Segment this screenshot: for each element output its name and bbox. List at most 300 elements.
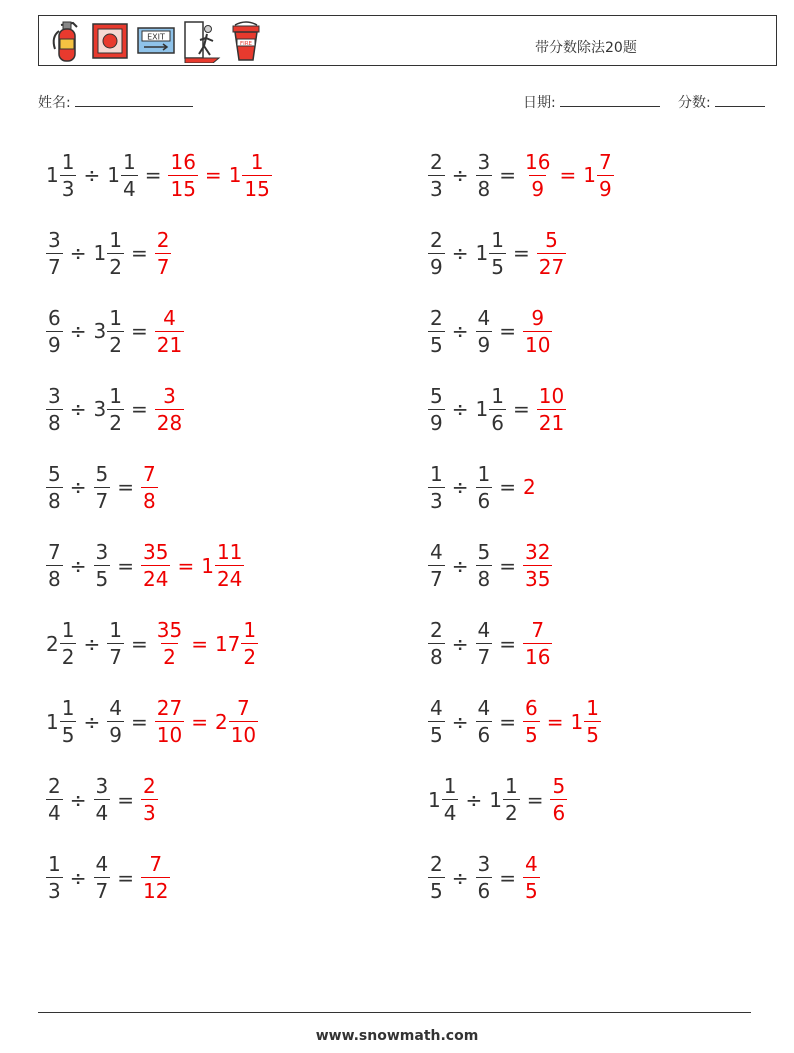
answer-fraction [155, 696, 184, 748]
denominator: 2 [61, 645, 75, 670]
numerator: 2 [430, 852, 443, 877]
whole-part: 1 [228, 163, 242, 187]
fraction-stack [476, 696, 493, 748]
equals-sign: = [499, 475, 516, 500]
numerator: 7 [149, 852, 163, 877]
name-blank [75, 92, 193, 107]
whole-part: 3 [93, 319, 107, 344]
fraction-stack [428, 696, 445, 748]
numerator: 1 [109, 305, 122, 330]
numerator: 16 [170, 149, 196, 174]
divide-sign: ÷ [83, 709, 101, 734]
fraction-stack [107, 618, 124, 670]
fraction [428, 852, 445, 904]
fraction-stack [46, 774, 63, 826]
fraction [476, 852, 493, 904]
fraction [94, 542, 111, 589]
denominator: 5 [430, 723, 443, 748]
fraction [46, 542, 63, 589]
divide-sign: ÷ [451, 397, 469, 422]
fraction-stack [141, 542, 170, 589]
mixed-number [489, 774, 519, 826]
equals-sign: = [499, 631, 516, 656]
numerator: 6 [48, 305, 61, 330]
problem-4 [428, 223, 566, 283]
problem-9 [46, 457, 158, 517]
denominator: 3 [430, 176, 443, 201]
fraction [476, 542, 493, 589]
denominator: 5 [491, 254, 504, 279]
divide-sign: ÷ [451, 475, 469, 500]
fraction-stack [46, 542, 63, 589]
denominator: 21 [156, 332, 183, 357]
equals-sign: = [499, 163, 516, 187]
whole-part: 2 [46, 631, 59, 656]
fraction [428, 618, 445, 670]
fraction-stack [523, 542, 552, 589]
fraction-stack [155, 696, 184, 748]
equals-sign: = [499, 553, 516, 578]
fraction-stack [155, 383, 184, 435]
denominator: 2 [163, 645, 176, 670]
problem-6 [428, 301, 552, 361]
equals-sign: = [130, 709, 148, 734]
numerator: 4 [477, 305, 491, 330]
numerator: 1 [477, 461, 491, 486]
worksheet-title: 带分数除法20题 [535, 40, 637, 56]
whole-part: 1 [475, 397, 489, 422]
answer-mixed-number [201, 542, 244, 589]
equals-sign: = [512, 397, 530, 422]
numerator: 4 [95, 852, 109, 877]
fraction-stack [476, 305, 493, 357]
fraction-stack [476, 618, 493, 670]
answer-fraction [550, 774, 567, 826]
problem-19 [46, 848, 170, 908]
answer-fraction [537, 383, 566, 435]
fraction-stack [428, 461, 445, 513]
fraction-stack [476, 542, 493, 589]
denominator: 10 [230, 723, 257, 748]
numerator: 1 [443, 774, 457, 799]
answer-fraction [523, 696, 540, 748]
fraction-stack [242, 149, 271, 201]
denominator: 5 [525, 723, 538, 748]
numerator: 7 [48, 540, 61, 564]
denominator: 6 [477, 488, 491, 513]
denominator: 8 [48, 567, 61, 591]
fraction-stack [141, 774, 158, 826]
denominator: 5 [430, 879, 443, 904]
fraction-stack [584, 696, 601, 748]
answer-fraction [523, 305, 552, 357]
fraction [46, 383, 63, 435]
fraction [428, 383, 445, 435]
divide-sign: ÷ [83, 163, 101, 187]
fraction-stack [94, 542, 111, 589]
denominator: 5 [586, 723, 599, 748]
divide-sign: ÷ [451, 319, 469, 344]
mixed-number [46, 618, 76, 670]
fraction [476, 618, 493, 670]
equals-sign: = [512, 241, 530, 266]
numerator: 5 [430, 383, 443, 408]
denominator: 9 [430, 254, 443, 279]
worksheet-header [38, 15, 777, 66]
whole-part: 17 [214, 631, 241, 656]
mixed-number [107, 149, 137, 201]
equals-sign: = [130, 397, 148, 422]
name-label: 姓名: [38, 95, 71, 111]
footer-url: www.snowmath.com [315, 1028, 479, 1044]
fraction-stack [537, 227, 566, 279]
fire-bucket-icon [227, 19, 265, 63]
denominator: 2 [504, 801, 518, 826]
problem-10 [428, 457, 536, 517]
numerator: 7 [531, 618, 545, 643]
numerator: 1 [61, 696, 75, 721]
denominator: 2 [109, 332, 122, 357]
numerator: 2 [430, 618, 443, 643]
score-label: 分数: [678, 95, 711, 111]
numerator: 2 [143, 774, 156, 799]
equals-sign: = [117, 787, 134, 812]
numerator: 4 [109, 696, 122, 721]
fraction-stack [60, 149, 77, 201]
answer-fraction [523, 149, 552, 201]
answer-fraction [537, 227, 566, 279]
emergency-exit-icon [183, 19, 221, 63]
denominator: 12 [143, 879, 169, 904]
fraction-stack [428, 305, 445, 357]
fraction [46, 774, 63, 826]
fraction-stack [428, 852, 445, 904]
fraction-stack [241, 618, 258, 670]
problem-12 [428, 536, 552, 596]
fraction [46, 227, 63, 279]
answer-mixed-number [570, 696, 601, 748]
numerator: 1 [48, 852, 61, 877]
numerator: 2 [430, 227, 443, 252]
numerator: 1 [586, 696, 599, 721]
numerator: 4 [163, 305, 176, 330]
answer-equals-sign: = [191, 631, 208, 656]
mixed-number [475, 383, 506, 435]
fraction-stack [229, 696, 258, 748]
denominator: 3 [143, 801, 156, 826]
answer-fraction [155, 618, 184, 670]
divide-sign: ÷ [451, 709, 469, 734]
numerator: 1 [109, 383, 122, 408]
footer-divider [38, 1012, 751, 1013]
denominator: 2 [109, 410, 122, 435]
numerator: 3 [48, 227, 61, 252]
numerator: 3 [477, 149, 491, 174]
numerator: 7 [237, 696, 250, 721]
whole-part: 1 [46, 709, 59, 734]
whole-part: 1 [489, 787, 502, 812]
answer-mixed-number [228, 149, 272, 201]
fraction-stack [155, 305, 184, 357]
denominator: 8 [143, 488, 156, 513]
answer-equals-sign: = [191, 709, 208, 734]
mixed-number [93, 305, 124, 357]
fraction-stack [476, 149, 493, 201]
equals-sign: = [499, 865, 516, 890]
fraction [46, 461, 63, 513]
divide-sign: ÷ [69, 553, 87, 578]
fraction-stack [428, 618, 445, 670]
denominator: 4 [443, 801, 457, 826]
divide-sign: ÷ [451, 163, 469, 187]
score-blank [715, 92, 765, 107]
numerator: 5 [552, 774, 566, 799]
fraction-stack [489, 383, 506, 435]
denominator: 7 [95, 879, 109, 904]
answer-fraction [155, 227, 172, 279]
fraction-stack [523, 696, 540, 748]
divide-sign: ÷ [451, 865, 469, 890]
answer-equals-sign: = [559, 163, 577, 187]
fraction-stack [60, 696, 77, 748]
numerator: 2 [430, 149, 443, 174]
fraction-stack [94, 774, 111, 826]
divide-sign: ÷ [465, 787, 483, 812]
problem-20 [428, 848, 540, 908]
answer-mixed-number [583, 149, 613, 201]
fraction-stack [476, 461, 493, 513]
fraction-stack [94, 461, 111, 513]
fraction-stack [107, 383, 124, 435]
answer-fraction [141, 542, 170, 589]
answer-fraction [141, 461, 158, 513]
denominator: 7 [48, 254, 61, 279]
fraction [428, 305, 445, 357]
denominator: 4 [122, 176, 136, 201]
answer-fraction [523, 852, 540, 904]
numerator: 9 [531, 305, 545, 330]
numerator: 16 [525, 149, 551, 174]
denominator: 8 [48, 410, 61, 435]
fraction-stack [523, 618, 552, 670]
fraction [428, 149, 445, 201]
equals-sign: = [499, 319, 516, 344]
numerator: 3 [163, 383, 176, 408]
numerator: 4 [430, 696, 443, 721]
fraction-stack [489, 227, 506, 279]
numerator: 1 [109, 618, 122, 643]
mixed-number [46, 696, 76, 748]
date-field [523, 92, 660, 112]
fraction-stack [46, 852, 63, 904]
denominator: 9 [430, 410, 443, 435]
denominator: 21 [538, 410, 565, 435]
numerator: 3 [477, 852, 491, 877]
numerator: 5 [477, 540, 491, 564]
answer-equals-sign: = [546, 709, 564, 734]
score-field [678, 92, 765, 112]
denominator: 7 [109, 645, 122, 670]
denominator: 8 [48, 488, 61, 513]
divide-sign: ÷ [69, 397, 87, 422]
denominator: 5 [525, 879, 538, 904]
fraction [428, 696, 445, 748]
answer-fraction [523, 618, 552, 670]
header-icons [47, 19, 265, 63]
denominator: 8 [430, 645, 443, 670]
fraction-stack [107, 227, 124, 279]
denominator: 10 [156, 723, 183, 748]
equals-sign: = [499, 709, 516, 734]
denominator: 3 [48, 879, 61, 904]
denominator: 35 [525, 567, 551, 591]
numerator: 4 [477, 696, 491, 721]
fraction-stack [550, 774, 567, 826]
fraction-stack [141, 852, 170, 904]
numerator: 4 [525, 852, 538, 877]
numerator: 1 [504, 774, 518, 799]
fraction [46, 852, 63, 904]
divide-sign: ÷ [83, 631, 101, 656]
numerator: 11 [216, 540, 243, 564]
problem-5 [46, 301, 184, 361]
fraction-stack [46, 461, 63, 513]
denominator: 6 [477, 723, 491, 748]
problem-11 [46, 536, 244, 596]
fraction-stack [428, 383, 445, 435]
whole-part: 1 [475, 241, 489, 266]
numerator: 6 [525, 696, 538, 721]
denominator: 5 [430, 332, 443, 357]
answer-equals-sign: = [204, 163, 222, 187]
numerator: 3 [48, 383, 61, 408]
divide-sign: ÷ [69, 241, 87, 266]
fraction-stack [155, 618, 184, 670]
equals-sign: = [130, 319, 148, 344]
divide-sign: ÷ [69, 865, 87, 890]
answer-mixed-number [214, 618, 258, 670]
numerator: 35 [143, 540, 169, 564]
equals-sign: = [144, 163, 162, 187]
denominator: 6 [491, 410, 504, 435]
fraction-stack [215, 542, 244, 589]
fraction-stack [476, 852, 493, 904]
fraction-stack [121, 149, 138, 201]
fraction-stack [597, 149, 614, 201]
problem-14 [428, 614, 552, 674]
fraction-stack [60, 618, 77, 670]
fraction-stack [523, 305, 552, 357]
denominator: 2 [109, 254, 122, 279]
fraction-stack [503, 774, 520, 826]
numerator: 1 [122, 149, 136, 174]
answer-equals-sign: = [177, 553, 195, 578]
divide-sign: ÷ [451, 553, 469, 578]
whole-part: 2 [214, 709, 228, 734]
whole-part: 1 [46, 163, 59, 187]
fraction-stack [428, 542, 445, 589]
fraction [46, 305, 63, 357]
fraction [428, 461, 445, 513]
denominator: 2 [243, 645, 257, 670]
whole-part: 1 [93, 241, 107, 266]
numerator: 1 [61, 618, 75, 643]
date-blank [560, 92, 660, 107]
numerator: 5 [95, 461, 109, 486]
denominator: 7 [95, 488, 109, 513]
numerator: 1 [61, 149, 75, 174]
equals-sign: = [526, 787, 544, 812]
problem-2 [428, 145, 614, 205]
numerator: 2 [430, 305, 443, 330]
fraction-stack [46, 305, 63, 357]
problem-8 [428, 379, 566, 439]
date-label: 日期: [523, 95, 556, 111]
denominator: 7 [156, 254, 170, 279]
denominator: 24 [216, 567, 243, 591]
fraction [107, 696, 124, 748]
exit-sign-icon [135, 19, 177, 63]
divide-sign: ÷ [69, 787, 87, 812]
answer-fraction [523, 542, 552, 589]
fraction-stack [428, 149, 445, 201]
fraction [428, 227, 445, 279]
whole-part: 1 [107, 163, 120, 187]
answer-fraction [168, 149, 197, 201]
numerator: 35 [156, 618, 183, 643]
mixed-number [428, 774, 458, 826]
answer-fraction [141, 852, 170, 904]
numerator: 10 [538, 383, 565, 408]
denominator: 9 [48, 332, 61, 357]
denominator: 6 [552, 801, 566, 826]
equals-sign: = [117, 475, 134, 500]
denominator: 10 [525, 332, 551, 357]
numerator: 1 [109, 227, 122, 252]
numerator: 3 [95, 540, 109, 564]
fraction-stack [46, 383, 63, 435]
exit-sign-text: EXIT [147, 32, 165, 42]
fraction [94, 774, 111, 826]
denominator: 5 [95, 567, 109, 591]
answer-fraction [141, 774, 158, 826]
numerator: 1 [491, 227, 504, 252]
name-field [38, 92, 193, 112]
denominator: 3 [61, 176, 75, 201]
denominator: 5 [61, 723, 75, 748]
fire-alarm-icon [91, 19, 129, 63]
mixed-number [93, 383, 124, 435]
fraction-stack [94, 852, 111, 904]
equals-sign: = [117, 865, 134, 890]
divide-sign: ÷ [69, 475, 87, 500]
divide-sign: ÷ [69, 319, 87, 344]
numerator: 1 [250, 149, 264, 174]
fire-extinguisher-icon [47, 19, 85, 63]
answer-whole-number: 2 [523, 475, 536, 500]
denominator: 27 [538, 254, 565, 279]
numerator: 7 [143, 461, 156, 486]
numerator: 4 [477, 618, 491, 643]
fraction [476, 305, 493, 357]
numerator: 4 [430, 540, 443, 564]
denominator: 15 [170, 176, 196, 201]
fraction [476, 696, 493, 748]
problem-15 [46, 692, 258, 752]
numerator: 5 [545, 227, 558, 252]
fraction-stack [46, 227, 63, 279]
answer-fraction [155, 383, 184, 435]
